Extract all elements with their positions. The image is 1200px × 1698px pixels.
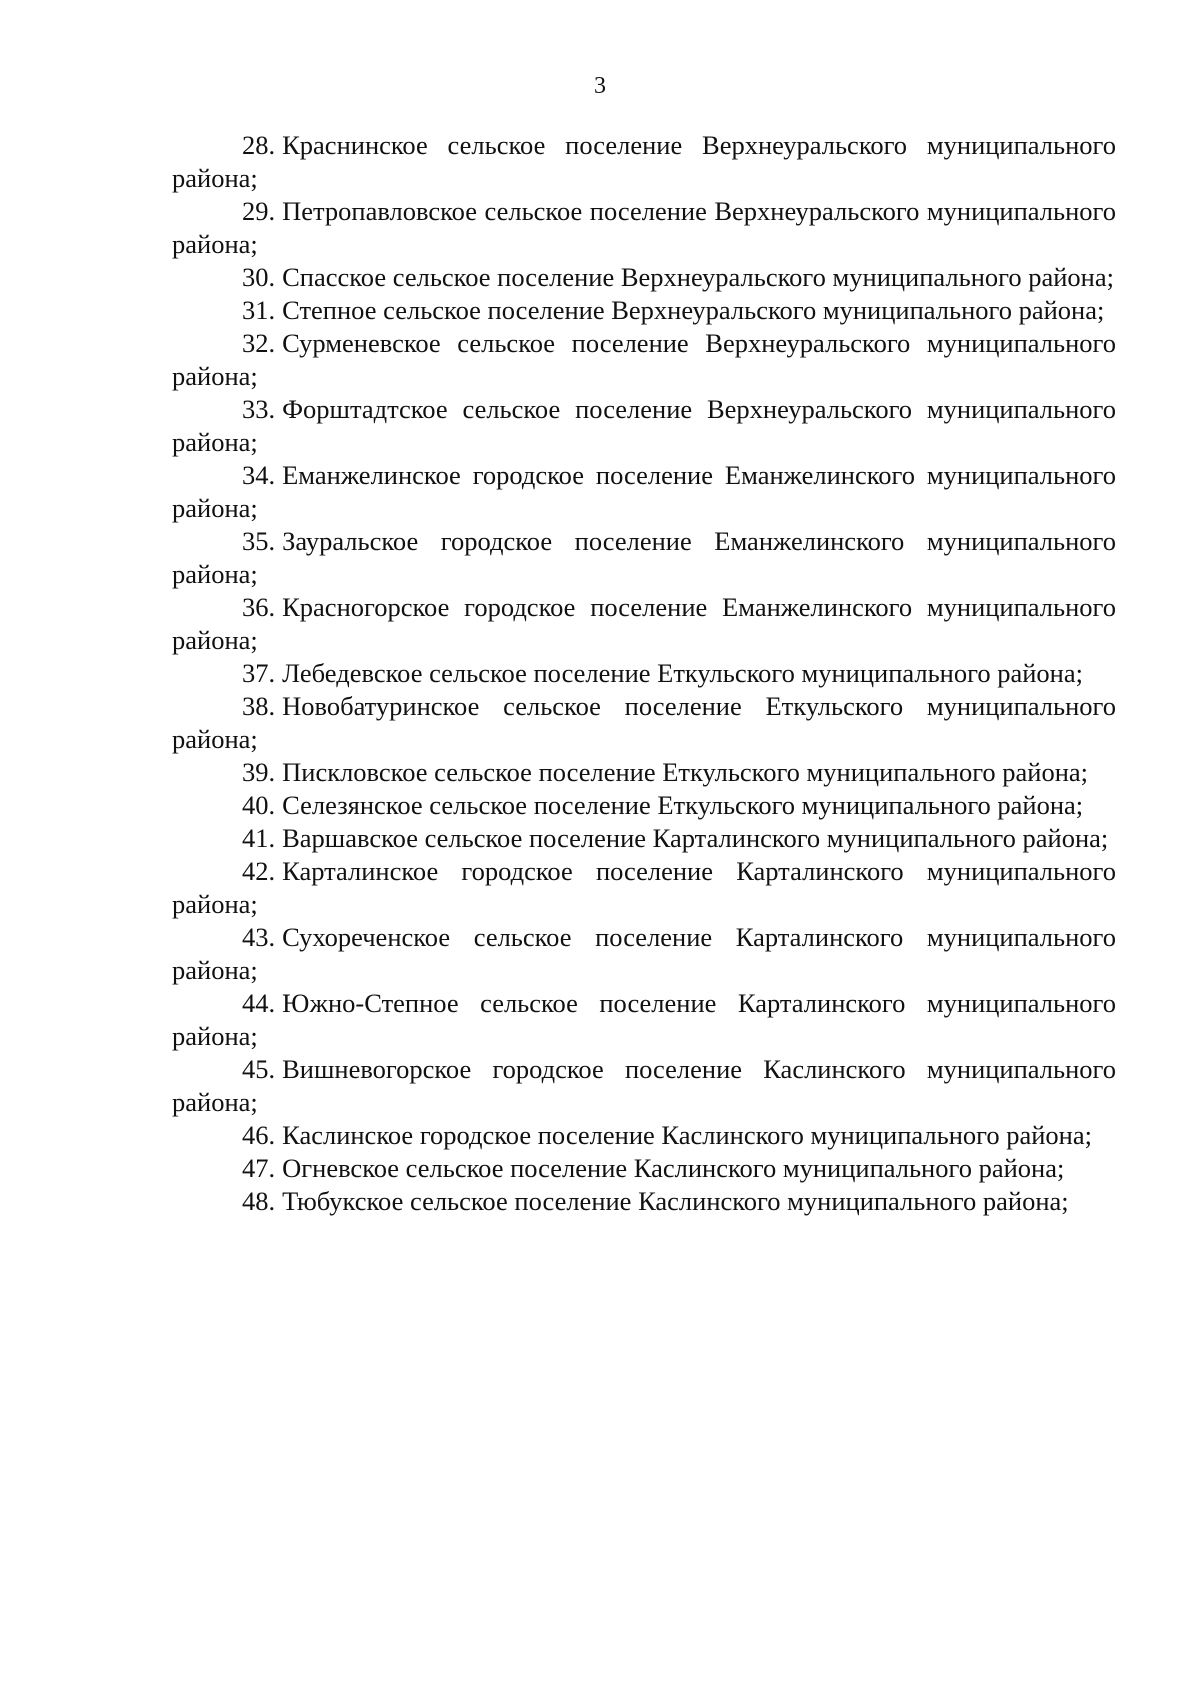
list-item bbox=[172, 789, 1116, 822]
item-number: 39. bbox=[242, 757, 276, 787]
list-item bbox=[172, 822, 1116, 855]
item-number: 42. bbox=[242, 856, 276, 886]
item-number: 32. bbox=[242, 328, 276, 358]
list-item bbox=[172, 1053, 1116, 1119]
list-item bbox=[172, 1119, 1116, 1152]
list-item bbox=[172, 690, 1116, 756]
item-text: Селезянское сельское поселение Еткульского муниципального района; bbox=[282, 790, 1084, 820]
item-text: Степное сельское поселение Верхнеуральского муниципального района; bbox=[282, 295, 1105, 325]
list-item bbox=[172, 1152, 1116, 1185]
page-number: 3 bbox=[594, 73, 606, 99]
list-item bbox=[172, 657, 1116, 690]
item-text: Зауральское городское поселение Еманжелинского муниципального района; bbox=[172, 526, 1116, 589]
item-number: 29. bbox=[242, 196, 276, 226]
item-text: Южно-Степное сельское поселение Карталинского муниципального района; bbox=[172, 988, 1116, 1051]
item-text: Спасское сельское поселение Верхнеуральского муниципального района; bbox=[282, 262, 1114, 292]
item-text: Варшавское сельское поселение Карталинского муниципального района; bbox=[282, 823, 1109, 853]
item-text: Карталинское городское поселение Карталинского муниципального района; bbox=[172, 856, 1116, 919]
item-number: 28. bbox=[242, 130, 276, 160]
item-number: 38. bbox=[242, 691, 276, 721]
item-text: Новобатуринское сельское поселение Еткульского муниципального района; bbox=[172, 691, 1116, 754]
item-number: 48. bbox=[242, 1186, 276, 1216]
list-item bbox=[172, 1185, 1116, 1218]
list-item bbox=[172, 591, 1116, 657]
item-number: 45. bbox=[242, 1054, 276, 1084]
list-item bbox=[172, 855, 1116, 921]
item-text: Тюбукское сельское поселение Каслинского муниципального района; bbox=[282, 1186, 1069, 1216]
item-number: 35. bbox=[242, 526, 276, 556]
item-text: Петропавловское сельское поселение Верхнеуральского муниципального района; bbox=[172, 196, 1116, 259]
item-number: 40. bbox=[242, 790, 276, 820]
item-text: Сухореченское сельское поселение Карталинского муниципального района; bbox=[172, 922, 1116, 985]
document-body bbox=[172, 129, 1116, 1218]
list-item bbox=[172, 261, 1116, 294]
item-text: Форштадтское сельское поселение Верхнеуральского муниципального района; bbox=[172, 394, 1116, 457]
item-number: 44. bbox=[242, 988, 276, 1018]
item-number: 37. bbox=[242, 658, 276, 688]
item-text: Лебедевское сельское поселение Еткульского муниципального района; bbox=[282, 658, 1083, 688]
list-item bbox=[172, 129, 1116, 195]
item-text: Красногорское городское поселение Еманжелинского муниципального района; bbox=[172, 592, 1116, 655]
item-text: Огневское сельское поселение Каслинского муниципального района; bbox=[282, 1153, 1065, 1183]
list-item bbox=[172, 921, 1116, 987]
list-item bbox=[172, 294, 1116, 327]
item-text: Каслинское городское поселение Каслинского муниципального района; bbox=[282, 1120, 1092, 1150]
item-number: 47. bbox=[242, 1153, 276, 1183]
item-text: Сурменевское сельское поселение Верхнеуральского муниципального района; bbox=[172, 328, 1116, 391]
item-number: 46. bbox=[242, 1120, 276, 1150]
item-number: 36. bbox=[242, 592, 276, 622]
list-item bbox=[172, 459, 1116, 525]
item-number: 34. bbox=[242, 460, 276, 490]
list-item bbox=[172, 195, 1116, 261]
item-number: 33. bbox=[242, 394, 276, 424]
item-text: Еманжелинское городское поселение Еманжелинского муниципального района; bbox=[172, 460, 1116, 523]
item-number: 43. bbox=[242, 922, 276, 952]
item-number: 30. bbox=[242, 262, 276, 292]
list-item bbox=[172, 327, 1116, 393]
list-item bbox=[172, 987, 1116, 1053]
item-text: Краснинское сельское поселение Верхнеуральского муниципального района; bbox=[172, 130, 1116, 193]
list-item bbox=[172, 393, 1116, 459]
item-text: Вишневогорское городское поселение Каслинского муниципального района; bbox=[172, 1054, 1116, 1117]
list-item bbox=[172, 525, 1116, 591]
item-text: Пискловское сельское поселение Еткульского муниципального района; bbox=[282, 757, 1089, 787]
list-item bbox=[172, 756, 1116, 789]
item-number: 41. bbox=[242, 823, 276, 853]
item-number: 31. bbox=[242, 295, 276, 325]
